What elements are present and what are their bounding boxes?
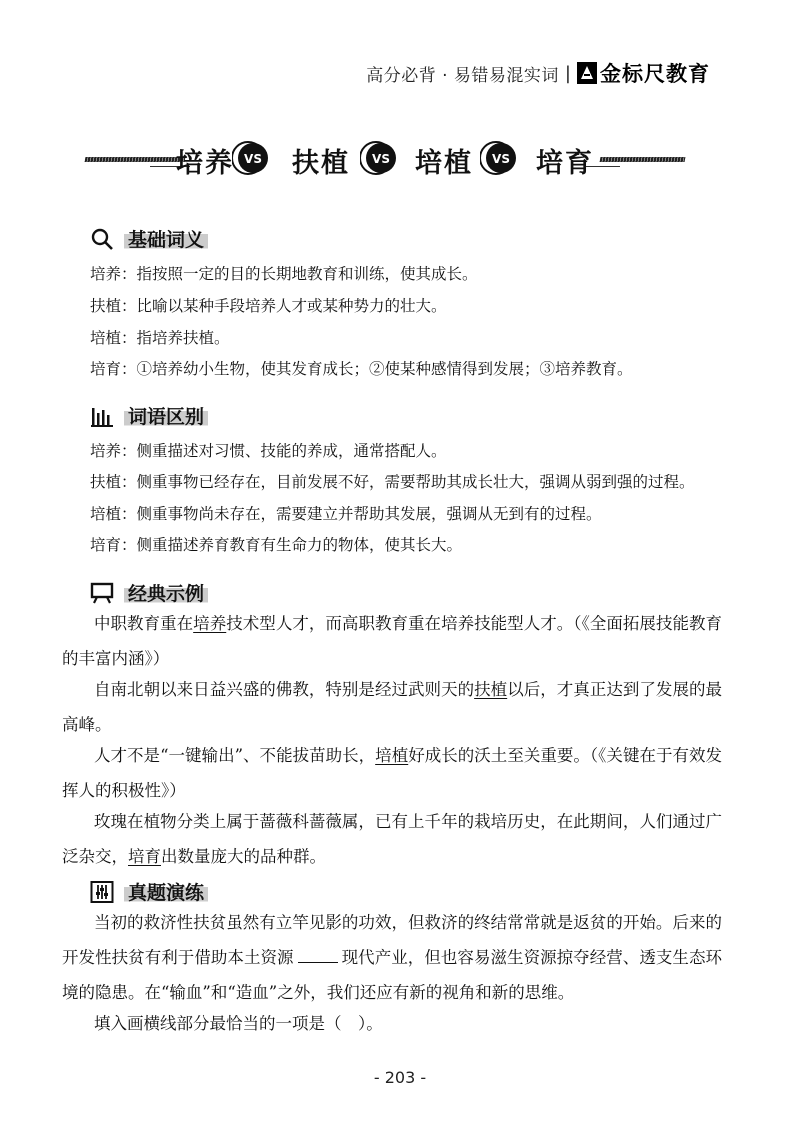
vs-badge-icon <box>480 140 518 176</box>
definition-line: 培育：①培养幼小生物，使其发育成长；②使某种感情得到发展；③培养教育。 <box>90 360 633 378</box>
difference-line: 培育：侧重描述养育教育有生命力的物体，使其长大。 <box>90 536 463 554</box>
example-text: 中职教育重在 <box>94 614 194 633</box>
running-header <box>366 58 710 88</box>
section-title: 真题演练 <box>124 877 208 906</box>
brand-name: 金标尺教育 <box>600 62 710 86</box>
example-keyword: 扶植 <box>474 680 508 699</box>
answer-blank <box>298 948 338 963</box>
brand-mark-icon <box>577 62 597 84</box>
bar-chart-icon <box>90 404 114 428</box>
section-title: 基础词义 <box>124 224 208 253</box>
example-paragraph <box>62 606 722 676</box>
example-paragraph <box>62 804 722 874</box>
equalizer-icon <box>90 880 114 904</box>
title-word-1: 培养 <box>176 148 234 179</box>
vs-badge-icon <box>360 140 398 176</box>
vs-label: VS <box>372 152 390 166</box>
section-classic-examples <box>90 578 208 607</box>
example-text: 玫瑰在植物分类上属于蔷薇科蔷薇属，已有上千年的栽培历史，在此期间，人们通过广泛杂交， <box>62 812 722 866</box>
title-word-3: 培植 <box>415 148 473 179</box>
series-title: 高分必背 · 易错易混实词 <box>366 65 559 86</box>
example-paragraph <box>62 738 722 808</box>
definition-line: 扶植：比喻以某种手段培养人才或某种势力的壮大。 <box>90 297 447 315</box>
example-text: 以后，才真正达到了发展的最高峰。 <box>62 680 723 734</box>
example-text: 出数量庞大的品种群。 <box>161 847 326 866</box>
example-keyword: 培植 <box>375 746 409 765</box>
difference-line: 扶植：侧重事物已经存在，目前发展不好，需要帮助其成长壮大，强调从弱到强的过程。 <box>90 473 695 491</box>
exam-question <box>62 905 722 1010</box>
page-number: - 203 - <box>373 1068 427 1087</box>
title-word-2: 扶植 <box>292 148 350 179</box>
presentation-board-icon <box>90 581 114 605</box>
example-keyword: 培养 <box>193 614 227 633</box>
vs-label: VS <box>492 152 510 166</box>
definition-line: 培养：指按照一定的目的长期地教育和训练，使其成长。 <box>90 265 478 283</box>
title-row <box>0 138 800 178</box>
difference-line: 培植：侧重事物尚未存在，需要建立并帮助其发展，强调从无到有的过程。 <box>90 505 602 523</box>
example-text: 人才不是“一键输出”、不能拔苗助长， <box>94 746 376 765</box>
example-text: 技术型人才，而高职教育重在培养技能型人才。（《全面拓展技能教育的丰富内涵》） <box>62 614 723 668</box>
example-keyword: 培育 <box>128 847 161 866</box>
vs-label: VS <box>244 152 262 166</box>
question-text: 当初的救济性扶贫虽然有立竿见影的功效，但救济的终结常常就是返贫的开始。后来的开发性扶贫有利于借助本土资源 <box>62 913 722 967</box>
magnifier-icon <box>90 227 114 251</box>
section-title: 经典示例 <box>124 578 208 607</box>
brand-logo <box>577 58 710 88</box>
example-text: 自南北朝以来日益兴盛的佛教，特别是经过武则天的 <box>94 680 475 699</box>
header-separator: | <box>564 62 571 84</box>
title-word-4: 培育 <box>536 148 594 179</box>
section-exam-practice <box>90 877 208 906</box>
section-basic-meaning <box>90 224 208 253</box>
vs-badge-icon <box>232 140 270 176</box>
section-title: 词语区别 <box>124 401 208 430</box>
exam-prompt: 填入画横线部分最恰当的一项是（ ）。 <box>94 1014 383 1033</box>
example-paragraph <box>62 672 722 742</box>
question-text: 现代产业，但也容易滋生资源掠夺经营、透支生态环境的隐患。在“输血”和“造血”之外，我们还应有新的视角和新的思维。 <box>62 948 723 1002</box>
difference-line: 培养：侧重描述对习惯、技能的养成，通常搭配人。 <box>90 442 447 460</box>
section-word-difference <box>90 401 208 430</box>
title-banner <box>0 138 800 178</box>
example-text: 好成长的沃土至关重要。（《关键在于有效发挥人的积极性》） <box>62 746 723 800</box>
definition-line: 培植：指培养扶植。 <box>90 329 230 347</box>
